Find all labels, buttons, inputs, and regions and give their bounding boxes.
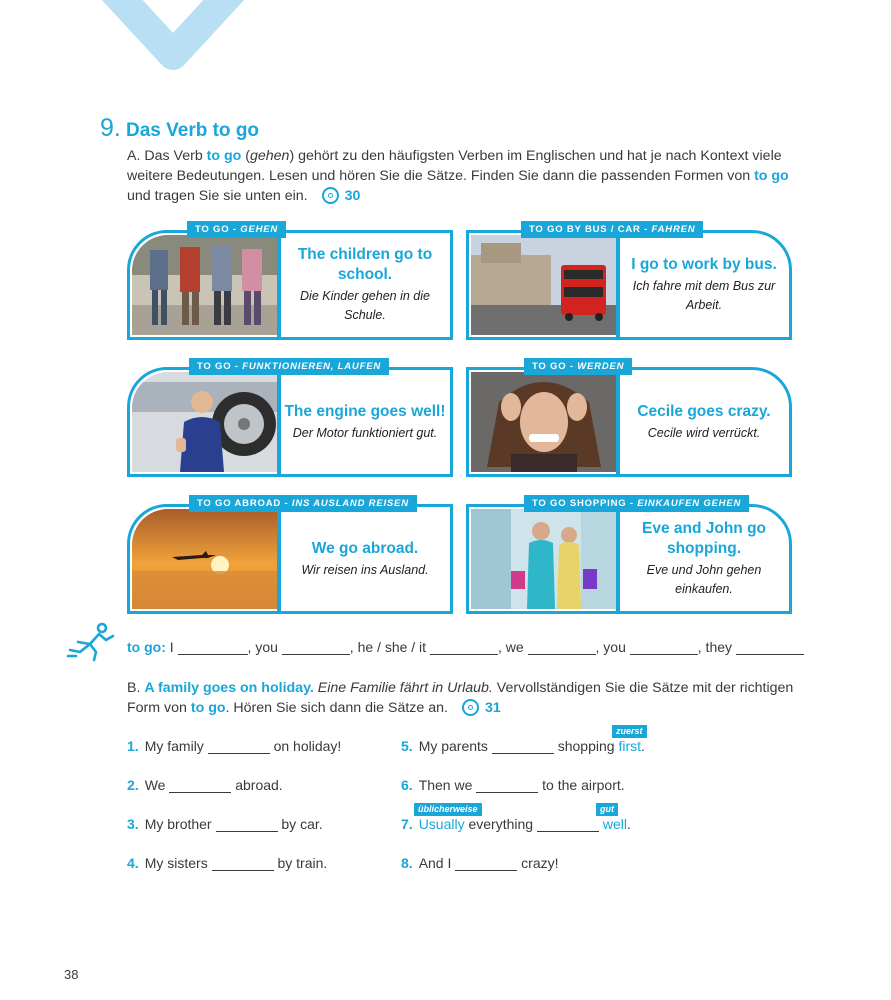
card-label: TO GO ABROAD - INS AUSLAND REISEN xyxy=(189,495,417,512)
exercise-blank[interactable] xyxy=(476,778,538,793)
example-german: Wir reisen ins Ausland. xyxy=(301,562,429,577)
exercise-blank[interactable] xyxy=(212,856,274,871)
part-b-instructions: B. A family goes on holiday. Eine Familie fährt in Urlaub. Vervollständigen Sie die Sätze mit der richtigen Form von to go. Hören Sie sich dann die Sätze an. 31 xyxy=(127,680,794,716)
blank-you[interactable] xyxy=(282,640,350,655)
example-card-gehen xyxy=(127,224,453,340)
airplane-sunset-photo xyxy=(132,509,277,609)
hint-zuerst: zuerst xyxy=(612,725,647,738)
example-german: Ich fahre mit dem Bus zur Arbeit. xyxy=(632,279,776,312)
example-card-fahren xyxy=(466,224,792,340)
example-english: Cecile goes crazy. xyxy=(637,402,771,420)
intro-paragraph: A. Das Verb to go (gehen) gehört zu den häufigsten Verben im Englischen und hat je nach Kontext viele weitere Bedeutungen. Lesen und hören Sie die Sätze. Finden Sie dann die passenden Formen von to go und tragen Sie sie unten ein. 30 xyxy=(127,148,789,204)
exercise-blank[interactable] xyxy=(455,856,517,871)
card-label: TO GO - FUNKTIONIEREN, LAUFEN xyxy=(189,358,389,375)
example-german: Der Motor funktioniert gut. xyxy=(292,425,438,440)
mechanic-photo xyxy=(132,372,277,472)
exercise-1: 1. My family on holiday! xyxy=(127,738,342,754)
exercise-8: 8. And I crazy! xyxy=(401,855,559,871)
running-person-icon xyxy=(66,622,118,662)
card-label: TO GO - GEHEN xyxy=(187,221,286,238)
audio-track-number: 31 xyxy=(484,700,501,716)
example-english: The children go to school. xyxy=(297,246,433,283)
card-label: TO GO SHOPPING - EINKAUFEN GEHEN xyxy=(524,495,749,512)
blank-he-she-it[interactable] xyxy=(430,640,498,655)
blank-they[interactable] xyxy=(736,640,804,655)
conjugation-label: to go: xyxy=(127,639,166,655)
example-card-funktionieren xyxy=(127,361,453,477)
exercise-3: 3. My brother by car. xyxy=(127,816,323,832)
hint-ueblicherweise: üblicherweise xyxy=(414,803,482,816)
exercise-4: 4. My sisters by train. xyxy=(127,855,328,871)
chevron-decoration-icon xyxy=(95,0,245,80)
stressed-woman-photo xyxy=(471,372,616,472)
blank-we[interactable] xyxy=(528,640,596,655)
example-card-ins-ausland xyxy=(127,498,453,614)
blank-i[interactable] xyxy=(178,640,248,655)
exercise-blank[interactable] xyxy=(492,739,554,754)
example-german: Eve und John gehen einkaufen. xyxy=(646,563,762,596)
example-card-werden xyxy=(466,361,792,477)
audio-cd-icon[interactable] xyxy=(462,699,479,716)
example-card-einkaufen xyxy=(466,498,792,614)
example-english: We go abroad. xyxy=(311,539,419,557)
card-label: TO GO - WERDEN xyxy=(524,358,632,375)
exercise-6: 6. Then we to the airport. xyxy=(401,777,625,793)
exercise-blank[interactable] xyxy=(537,817,599,832)
children-walking-photo xyxy=(132,235,277,335)
exercise-blank[interactable] xyxy=(169,778,231,793)
section-number: 9. xyxy=(100,114,121,142)
exercise-7: 7. Usually everything well. xyxy=(401,816,631,832)
section-title: Das Verb to go xyxy=(126,120,260,141)
exercise-blank[interactable] xyxy=(216,817,278,832)
example-english: I go to work by bus. xyxy=(631,256,777,273)
audio-track-number: 30 xyxy=(344,188,361,204)
shopping-photo xyxy=(471,509,616,609)
example-german: Cecile wird verrückt. xyxy=(647,425,761,440)
red-bus-photo xyxy=(471,235,616,335)
hint-gut: gut xyxy=(596,803,618,816)
audio-cd-icon[interactable] xyxy=(322,187,339,204)
example-german: Die Kinder gehen in die Schule. xyxy=(300,289,430,322)
conjugation-line: to go: I , you , he / she / it , we , you , they xyxy=(127,639,804,655)
exercise-5: 5. My parents shopping first. xyxy=(401,738,645,754)
example-english: Eve and John go shopping. xyxy=(641,520,766,557)
exercise-2: 2. We abroad. xyxy=(127,777,283,793)
exercise-blank[interactable] xyxy=(208,739,270,754)
page-number: 38 xyxy=(64,967,79,982)
example-english: The engine goes well! xyxy=(284,402,446,420)
card-label: TO GO BY BUS / CAR - FAHREN xyxy=(521,221,703,238)
blank-you-plural[interactable] xyxy=(630,640,698,655)
